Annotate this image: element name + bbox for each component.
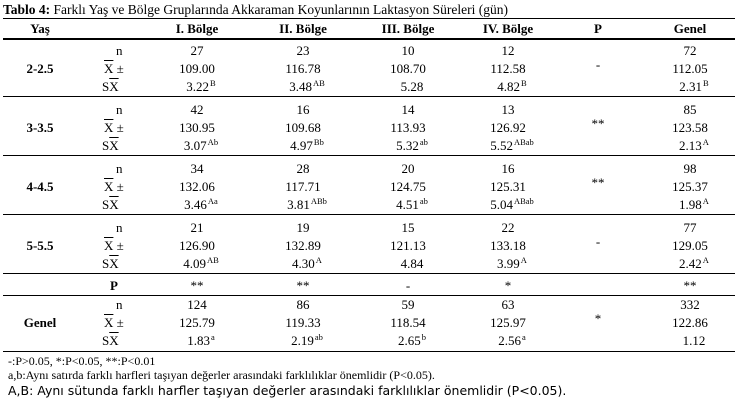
- cell-se: 4.51$^{ab}$: [396, 196, 428, 212]
- cell-se: $5.04^{ABab}$: [490, 196, 534, 212]
- cell-n: 16: [296, 102, 310, 117]
- table-bottom-rule: [3, 351, 735, 352]
- cell-mean: 112.05: [672, 61, 708, 76]
- cell-se: 1.12: [682, 333, 706, 348]
- cell-se: 2.65$^b$: [398, 332, 426, 348]
- group-4-age-label: 5-5.5: [26, 238, 54, 253]
- cell-mean: 119.33: [285, 315, 321, 330]
- cell-se: $2.13^A$: [679, 137, 709, 153]
- cell-se: 5.32$^{ab}$: [396, 137, 428, 153]
- cell-n: 34: [190, 161, 204, 176]
- cell-n: 27: [190, 43, 204, 58]
- group-separator-rule: [3, 273, 735, 274]
- footnote-column-letters: A,B: Aynı sütunda farklı harfler taşıyan değerler arasındaki farklılıklar önemlidir (P<0.05).: [8, 383, 567, 398]
- genel-age-label: Genel: [23, 315, 57, 330]
- stat-label-n: n: [116, 297, 123, 312]
- header-region-2: II. Bölge: [279, 21, 327, 36]
- stat-label-mean: $\overline{X}$ ±: [104, 61, 124, 76]
- cell-mean: 117.71: [285, 179, 321, 194]
- cell-se: 2.56$^a$: [498, 332, 526, 348]
- cell-n: 16: [501, 161, 515, 176]
- cell-mean: 118.54: [390, 315, 426, 330]
- group-2-p-value: **: [591, 116, 605, 131]
- cell-n: 10: [401, 43, 415, 58]
- p-row-value: **: [296, 278, 310, 293]
- stat-label-se: $S\overline{X}$: [102, 138, 119, 153]
- cell-n: 20: [401, 161, 415, 176]
- header-region-4: IV. Bölge: [482, 21, 534, 36]
- cell-n: 72: [683, 43, 697, 58]
- stat-label-mean: $\overline{X}$ ±: [104, 120, 124, 135]
- group-1-age-label: 2-2.5: [26, 61, 54, 76]
- table-caption: [3, 2, 508, 18]
- cell-mean: 125.97: [490, 315, 526, 330]
- cell-n: 98: [683, 161, 697, 176]
- footnote-significance: -:P>0.05, *:P<0.05, **:P<0.01: [8, 354, 156, 368]
- cell-se: $3.81^{ABb}$: [287, 196, 327, 212]
- header-region-3: III. Bölge: [381, 21, 435, 36]
- stat-label-n: n: [116, 220, 123, 235]
- cell-mean: 123.58: [672, 120, 708, 135]
- stat-label-se: $S\overline{X}$: [102, 256, 119, 271]
- stat-label-n: n: [116, 102, 123, 117]
- cell-se: $4.97^{Bb}$: [290, 137, 324, 153]
- cell-se: $5.52^{ABab}$: [490, 137, 534, 153]
- cell-se: $4.30^A$: [292, 255, 322, 271]
- cell-se: 4.84: [400, 256, 424, 271]
- cell-mean: 109.00: [179, 61, 215, 76]
- p-row-value: **: [683, 278, 697, 293]
- stat-label-mean: $\overline{X}$ ±: [104, 238, 124, 253]
- p-row-value: **: [190, 278, 204, 293]
- cell-se: $4.82^B$: [497, 78, 527, 94]
- cell-mean: 108.70: [390, 61, 426, 76]
- cell-n: 59: [401, 297, 415, 312]
- cell-mean: 124.75: [390, 179, 426, 194]
- cell-n: 19: [296, 220, 310, 235]
- group-3-age-label: 4-4.5: [26, 179, 54, 194]
- cell-se: 5.28: [400, 79, 424, 94]
- table-top-rule: [3, 18, 735, 19]
- cell-n: 332: [680, 297, 700, 312]
- cell-se: $1.98^A$: [679, 196, 709, 212]
- cell-se: 1.83$^a$: [187, 332, 215, 348]
- cell-n: 124: [187, 297, 207, 312]
- group-2-age-label: 3-3.5: [26, 120, 54, 135]
- cell-n: 22: [501, 220, 515, 235]
- cell-n: 85: [683, 102, 697, 117]
- cell-se: $3.22^B$: [186, 78, 216, 94]
- cell-mean: 113.93: [390, 120, 426, 135]
- cell-mean: 133.18: [490, 238, 526, 253]
- cell-n: 28: [296, 161, 310, 176]
- cell-n: 86: [296, 297, 310, 312]
- cell-se: $3.46^{Aa}$: [184, 196, 218, 212]
- stat-label-se: $S\overline{X}$: [102, 197, 119, 212]
- cell-se: $3.48^{AB}$: [289, 78, 325, 94]
- cell-se: $2.31^B$: [679, 78, 709, 94]
- cell-mean: 132.89: [285, 238, 321, 253]
- cell-mean: 132.06: [179, 179, 215, 194]
- header-region-1: I. Bölge: [175, 21, 219, 36]
- cell-mean: 130.95: [179, 120, 215, 135]
- cell-mean: 125.79: [179, 315, 215, 330]
- cell-mean: 112.58: [490, 61, 526, 76]
- cell-n: 63: [501, 297, 515, 312]
- cell-n: 42: [190, 102, 204, 117]
- cell-n: 14: [401, 102, 415, 117]
- header-bottom-rule: [3, 38, 735, 40]
- group-separator-rule: [3, 155, 735, 156]
- group-3-p-value: **: [591, 175, 605, 190]
- table-caption-text: Farklı Yaş ve Bölge Gruplarında Akkaraman Koyunlarının Laktasyon Süreleri (gün): [50, 2, 508, 17]
- group-4-p-value: -: [595, 234, 601, 249]
- cell-mean: 125.37: [672, 179, 708, 194]
- cell-mean: 126.90: [179, 238, 215, 253]
- stat-label-n: n: [116, 161, 123, 176]
- header-age: Yaş: [30, 21, 50, 36]
- cell-mean: 129.05: [672, 238, 708, 253]
- cell-se: $4.09^{AB}$: [183, 255, 219, 271]
- header-genel: Genel: [673, 21, 707, 36]
- footnote-row-letters: a,b:Aynı satırda farklı harfleri taşıyan değerler arasındaki farklılıklar önemlidir (P<0.05).: [8, 368, 435, 382]
- header-p: P: [594, 21, 602, 36]
- cell-mean: 121.13: [390, 238, 426, 253]
- stat-label-se: $S\overline{X}$: [102, 79, 119, 94]
- stat-label-se: $S\overline{X}$: [102, 333, 119, 348]
- stat-label-n: n: [116, 43, 123, 58]
- p-row-value: *: [504, 278, 512, 293]
- cell-n: 77: [683, 220, 697, 235]
- p-row-value: -: [405, 278, 411, 293]
- genel-p-value: *: [594, 311, 602, 326]
- cell-n: 13: [501, 102, 515, 117]
- cell-n: 23: [296, 43, 310, 58]
- group-separator-rule: [3, 214, 735, 215]
- cell-mean: 109.68: [285, 120, 321, 135]
- cell-se: $3.99^A$: [497, 255, 527, 271]
- stat-label-mean: $\overline{X}$ ±: [104, 315, 124, 330]
- cell-mean: 116.78: [285, 61, 321, 76]
- cell-mean: 126.92: [490, 120, 526, 135]
- cell-n: 12: [501, 43, 515, 58]
- cell-mean: 122.86: [672, 315, 708, 330]
- table-caption-label: Tablo 4:: [3, 2, 51, 17]
- group-1-p-value: -: [595, 57, 601, 72]
- cell-se: $2.42^A$: [679, 255, 709, 271]
- p-row-label: P: [110, 278, 118, 293]
- stat-label-mean: $\overline{X}$ ±: [104, 179, 124, 194]
- cell-n: 21: [190, 220, 204, 235]
- group-separator-rule: [3, 96, 735, 97]
- cell-se: 2.19$^{ab}$: [291, 332, 323, 348]
- p-row-rule: [3, 295, 735, 296]
- cell-se: $3.07^{Ab}$: [183, 137, 219, 153]
- cell-mean: 125.31: [490, 179, 526, 194]
- cell-n: 15: [401, 220, 415, 235]
